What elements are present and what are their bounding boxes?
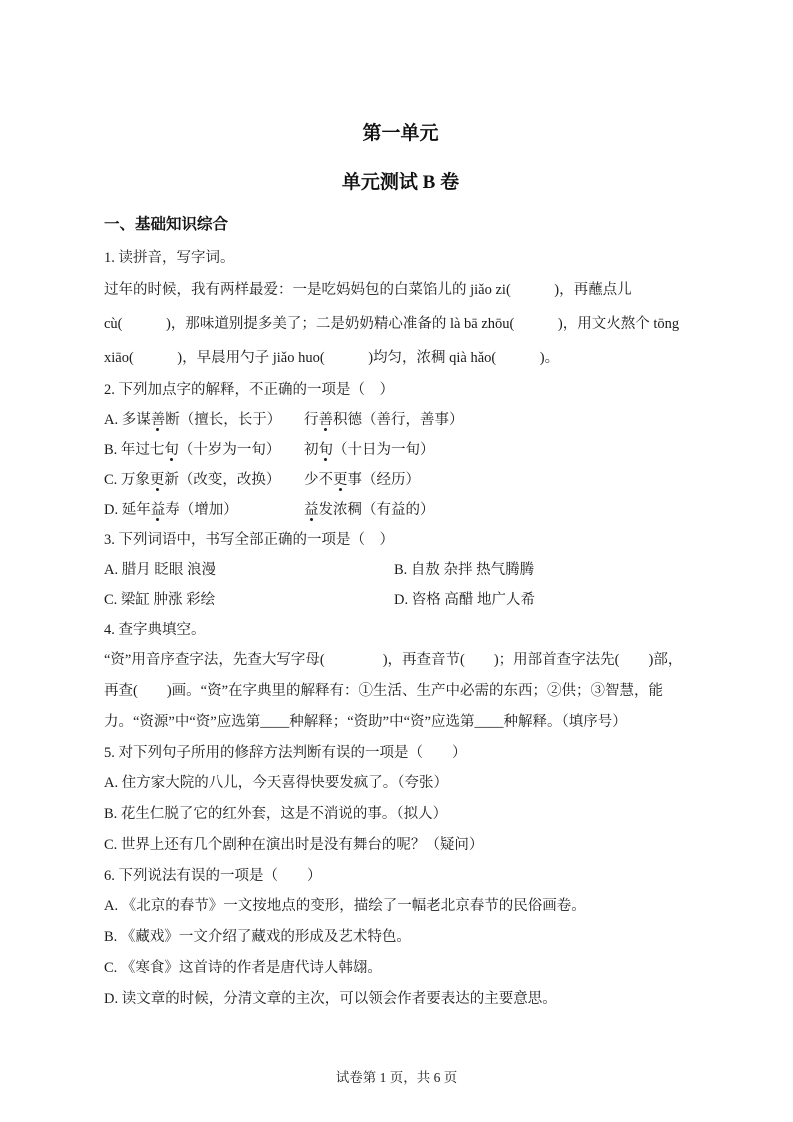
question-4-text-line: 再查( )画。“资”在字典里的解释有：①生活、生产中必需的东西；②供；③智慧，能 <box>104 683 664 699</box>
question-2-option-row <box>104 465 697 495</box>
question-6-option: B. 《藏戏》一文介绍了藏戏的形成及艺术特色。 <box>104 929 411 945</box>
question-1-text-line: cù( )，那味道别提多美了；二是奶奶精心准备的 là bā zhōu( )，用文火熬个 tōng <box>104 316 680 332</box>
option-right: 益发浓稠（有益的） <box>304 502 435 518</box>
question-2 <box>104 375 697 525</box>
option-left: C. 万象更新（改变，改换） <box>104 472 281 488</box>
question-2-option-row <box>104 495 697 525</box>
option-right: D. 咨格 高醋 地广人希 <box>394 592 535 608</box>
question-3-stem: 3. 下列词语中，书写全部正确的一项是（ ） <box>104 532 394 548</box>
option-left: B. 年过七旬（十岁为一旬） <box>104 442 281 458</box>
paper-subtitle: 单元测试 B 卷 <box>341 172 460 193</box>
question-3-option-row <box>104 555 697 585</box>
question-1-text-line: 过年的时候，我有两样最爱：一是吃妈妈包的白菜馅儿的 jiǎo zi( )，再蘸点儿 <box>104 282 632 298</box>
question-1-text-line: xiāo( )，早晨用勺子 jiǎo huo( )均匀，浓稠 qià hǎo( )。 <box>104 350 560 366</box>
question-6-stem: 6. 下列说法有误的一项是（ ） <box>104 868 322 884</box>
question-5-stem: 5. 对下列句子所用的修辞方法判断有误的一项是（ ） <box>104 745 467 761</box>
question-4 <box>104 615 697 738</box>
option-left: A. 腊月 眨眼 浪漫 <box>104 562 216 578</box>
option-left: A. 多谋善断（擅长，长于） <box>104 412 282 428</box>
question-6-option: D. 读文章的时候，分清文章的主次，可以领会作者要表达的主要意思。 <box>104 991 557 1007</box>
page-footer: 试卷第 1 页，共 6 页 <box>335 1070 458 1085</box>
question-6-option: C. 《寒食》这首诗的作者是唐代诗人韩翃。 <box>104 960 382 976</box>
question-3 <box>104 525 697 615</box>
question-6-option: A. 《北京的春节》一文按地点的变形，描绘了一幅老北京春节的民俗画卷。 <box>104 898 586 914</box>
question-4-text-line: 力。“资源”中“资”应选第____种解释；“资助”中“资”应选第____种解释。（填序号） <box>104 714 627 730</box>
option-right: 行善积德（善行，善事） <box>304 412 464 428</box>
question-3-option-row <box>104 585 697 615</box>
paper-title: 第一单元 <box>362 123 439 144</box>
question-2-stem: 2. 下列加点字的解释，不正确的一项是（ ） <box>104 382 394 398</box>
option-right: 初旬（十日为一旬） <box>304 442 435 458</box>
question-4-stem: 4. 查字典填空。 <box>104 622 206 638</box>
question-5-option: C. 世界上还有几个剧种在演出时是没有舞台的呢？（疑问） <box>104 837 484 853</box>
question-1-stem: 1. 读拼音，写字词。 <box>104 250 235 266</box>
section-heading: 一、基础知识综合 <box>104 216 229 233</box>
question-5 <box>104 738 697 861</box>
question-5-option: A. 住方家大院的八儿，今天喜得快要发疯了。（夸张） <box>104 775 448 791</box>
question-1 <box>104 243 697 375</box>
question-6 <box>104 861 697 1015</box>
question-2-option-row <box>104 405 697 435</box>
option-right: 少不更事（经历） <box>304 472 420 488</box>
question-5-option: B. 花生仁脱了它的红外套，这是不消说的事。（拟人） <box>104 806 448 822</box>
option-left: D. 延年益寿（增加） <box>104 502 238 518</box>
question-4-text-line: “资”用音序查字法，先查大写字母( )，再查音节( )；用部首查字法先( )部， <box>104 652 683 668</box>
option-left: C. 梁缸 肿涨 彩绘 <box>104 592 216 608</box>
option-right: B. 自敖 杂拌 热气腾腾 <box>394 562 535 578</box>
question-2-option-row <box>104 435 697 465</box>
